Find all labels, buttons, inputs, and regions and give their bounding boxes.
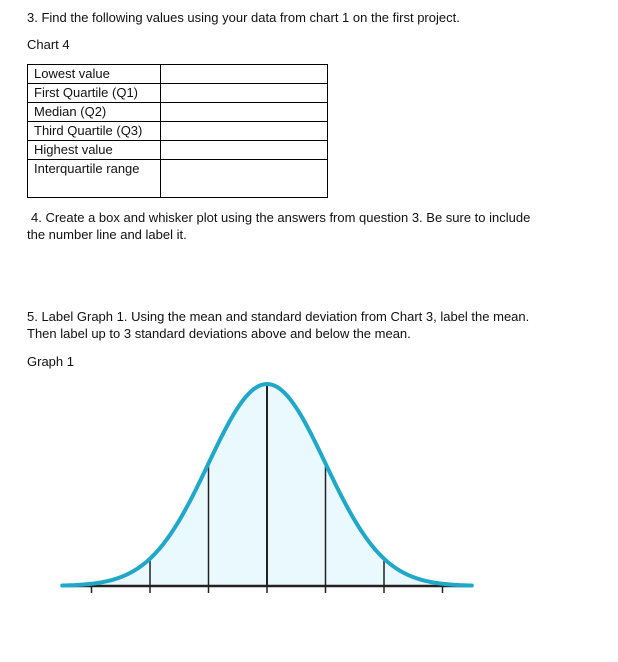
row-label-lowest: Lowest value — [28, 65, 161, 84]
question-5-line-2: Then label up to 3 standard deviations above and below the mean. — [27, 326, 411, 341]
row-label-iqr: Interquartile range — [28, 160, 161, 198]
question-4-line-2: the number line and label it. — [27, 227, 187, 242]
question-4-line-1: 4. Create a box and whisker plot using the answers from question 3. Be sure to include — [31, 210, 531, 225]
question-5-line-1: 5. Label Graph 1. Using the mean and standard deviation from Chart 3, label the mean. — [27, 309, 530, 324]
chart-4-label: Chart 4 — [27, 37, 70, 52]
graph-1-label: Graph 1 — [27, 354, 74, 369]
question-3-text: 3. Find the following values using your data from chart 1 on the first project. — [27, 10, 460, 25]
row-label-q1: First Quartile (Q1) — [28, 84, 161, 103]
row-label-median: Median (Q2) — [28, 103, 161, 122]
row-label-highest: Highest value — [28, 141, 161, 160]
row-label-q3: Third Quartile (Q3) — [28, 122, 161, 141]
